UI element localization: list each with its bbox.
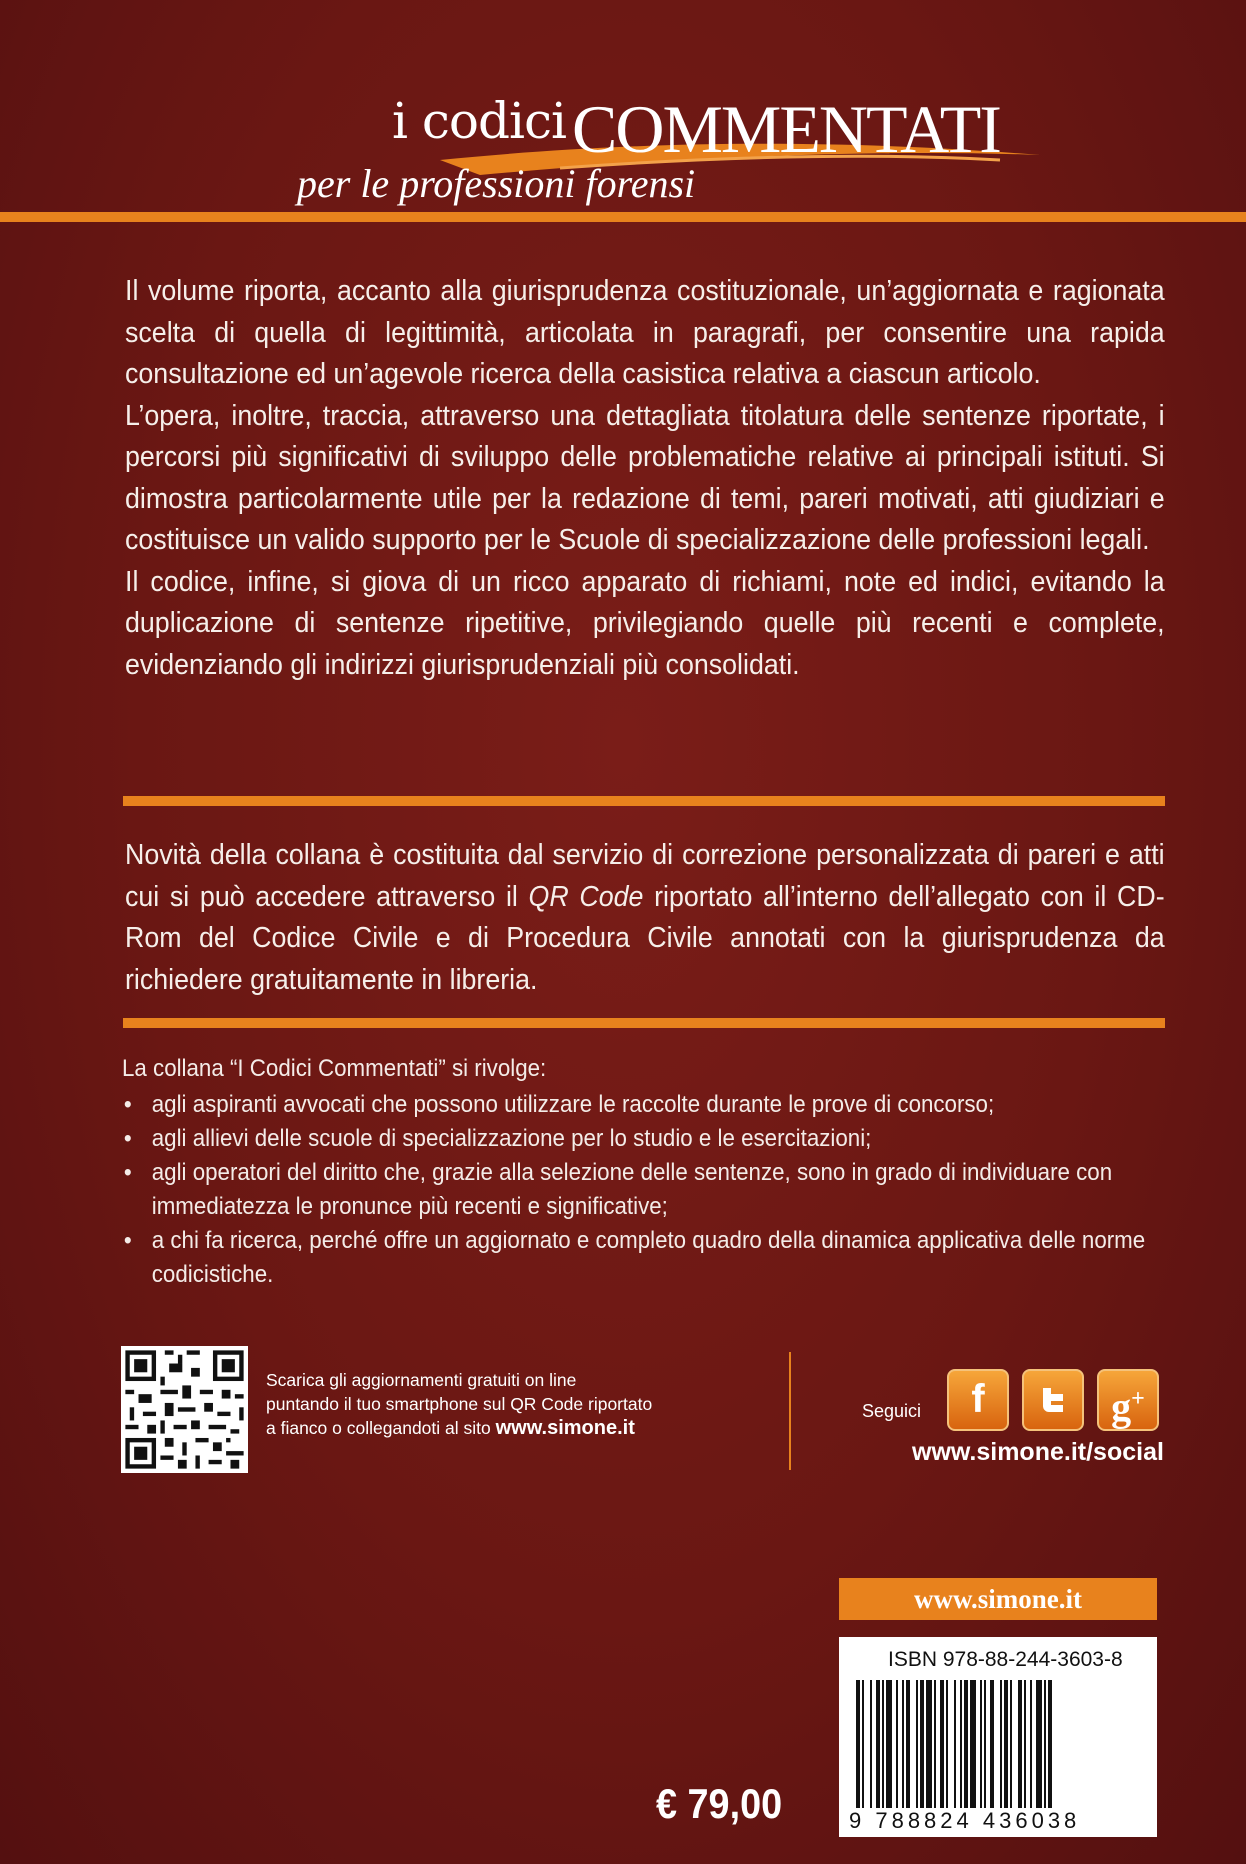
- novita-block: [125, 835, 1165, 1001]
- qr-instructions-line: a fianco o collegandoti al sito www.simone.it: [266, 1417, 635, 1439]
- series-logo-title: COMMENTATI: [572, 91, 1000, 167]
- audience-intro: La collana “I Codici Commentati” si rivolge:: [122, 1055, 547, 1082]
- barcode-digits: 9 788824 436038: [849, 1808, 1081, 1833]
- qr-site-link[interactable]: www.simone.it: [495, 1417, 635, 1439]
- description-paragraph: L’opera, inoltre, traccia, attraverso una dettagliata titolatura delle sentenze riportate, i percorsi più significativi di sviluppo delle problematiche relative ai principali istituti. Si dimostra particolarmente utile per la redazione di temi, pareri motivati, atti giudiziari e costituisce un valido supporto per le Scuole di specializzazione delle professioni legali.: [125, 399, 1165, 556]
- list-item: • a chi fa ricerca, perché offre un aggiornato e completo quadro della dinamica applicativa delle norme codicistiche.: [122, 1224, 1182, 1292]
- social-url[interactable]: www.simone.it/social: [912, 1438, 1164, 1466]
- qr-instructions: [266, 1368, 652, 1440]
- header-band: [0, 212, 1246, 222]
- qr-instructions-line: Scarica gli aggiornamenti gratuiti on line: [266, 1370, 577, 1390]
- social-label: Seguici: [862, 1401, 922, 1421]
- description-paragraph: Il volume riporta, accanto alla giurisprudenza costituzionale, un’aggiornata e ragionata scelta di quella di legittimità, articolata in paragrafi, per consentire una rapida consultazione ed un’agevole ricerca della casistica relativa a ciascun articolo.: [125, 275, 1165, 390]
- audience-block: [122, 1052, 1182, 1292]
- series-subtitle: per le professioni forensi: [297, 161, 696, 206]
- novita-text: Novità della collana è costituita dal servizio di correzione personalizzata di pareri e atti cui si può accedere attraverso il: [125, 839, 1165, 913]
- qr-code-term: QR Code: [528, 880, 644, 913]
- audience-list: [122, 1088, 1182, 1292]
- google-plus-icon[interactable]: g+: [1097, 1369, 1159, 1431]
- facebook-icon[interactable]: f: [947, 1369, 1009, 1431]
- section-divider: [123, 796, 1165, 806]
- description-paragraph: Il codice, infine, si giova di un ricco apparato di richiami, note ed indici, evitando la duplicazione di sentenze ripetitive, privilegiando quelle più recenti e complete, evidenziando gli indirizzi giurisprudenziali più consolidati.: [125, 565, 1165, 681]
- qr-code-icon: [121, 1346, 248, 1473]
- list-item: • agli operatori del diritto che, grazie alla selezione delle sentenze, sono in grado di individuare con immediatezza le pronunce più recenti e significative;: [122, 1156, 1182, 1224]
- novita-text-end: riportato all’interno dell’allegato con il CD-Rom del Codice Civile e di Procedura Civile annotati con la giurisprudenza da richiedere gratuitamente in libreria.: [125, 880, 1165, 996]
- novita-paragraph: [125, 835, 1165, 1001]
- isbn-text: ISBN 978-88-244-3603-8: [888, 1648, 1123, 1671]
- twitter-icon[interactable]: [1022, 1369, 1084, 1431]
- website-banner[interactable]: www.simone.it: [839, 1578, 1157, 1620]
- barcode-icon: [856, 1680, 1144, 1808]
- list-item: • agli allievi delle scuole di specializzazione per lo studio e le esercitazioni;: [122, 1122, 1182, 1156]
- list-item: • agli aspiranti avvocati che possono utilizzare le raccolte durante le prove di concorso;: [122, 1088, 1182, 1122]
- price: € 79,00: [656, 1780, 783, 1827]
- section-divider: [123, 1018, 1165, 1028]
- vertical-divider: [789, 1352, 791, 1470]
- description-block: [125, 271, 1165, 686]
- qr-instructions-line: puntando il tuo smartphone sul QR Code riportato: [266, 1394, 653, 1414]
- series-logo-small: i codici: [392, 92, 566, 150]
